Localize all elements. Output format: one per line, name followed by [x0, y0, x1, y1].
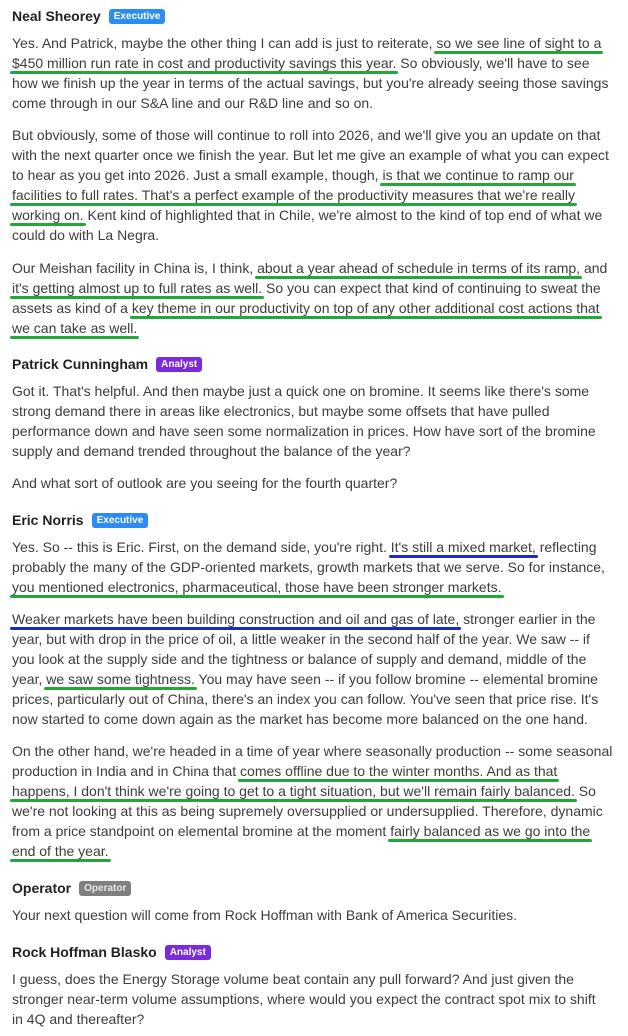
speaker-header [12, 8, 165, 24]
highlight-green: facilities to full rates. That's a perfect example of the productivity measures that we're really [12, 187, 576, 203]
highlight-green: comes offline due to the winter months. And as that [240, 763, 558, 779]
text-span: Our Meishan facility in China is, I think, [12, 260, 258, 276]
text-line: I guess, does the Energy Storage volume beat contain any pull forward? And just given the [12, 971, 574, 987]
text-line: come through in our S&A line and our R&D line and so on. [12, 95, 374, 111]
highlight-blue: It's still a mixed market, [390, 539, 536, 555]
text-span: assets as kind of a [12, 300, 132, 316]
text-span: stronger earlier in the [459, 611, 596, 627]
paragraph [12, 905, 618, 925]
text-span: Yes. And Patrick, maybe the other thing I can add is just to reiterate, [12, 35, 437, 51]
text-span: So [574, 783, 596, 799]
paragraph [12, 609, 618, 729]
role-badge: Analyst [156, 357, 202, 372]
text-line: now started to come down again as the market has become more balanced on the one hand. [12, 711, 588, 727]
text-line: how we finish up the year in terms of the actual savings, but you're already seeing those savings [12, 75, 609, 91]
highlight-green: about a year ahead of schedule in terms of its ramp, [257, 260, 581, 276]
speaker-header [12, 944, 211, 960]
text-span: production in India and in China that [12, 763, 241, 779]
paragraph [12, 969, 618, 1029]
text-line: strong demand there in areas like electronics, but maybe some offsets that have pulled [12, 403, 550, 419]
text-line: you look at the supply side and the tightness or balance of supply and demand, middle of the [12, 651, 587, 667]
paragraph [12, 125, 618, 245]
text-line: could do with La Negra. [12, 227, 160, 243]
highlight-green: $450 million run rate in cost and productivity savings this year. [12, 55, 397, 71]
text-line: stronger near-term volume assumptions, where would you expect the contract spot mix to shift [12, 991, 596, 1007]
highlight-green: happens, I don't think we're going to get to a tight situation, but we'll remain fairly balanced. [12, 783, 575, 799]
paragraph [12, 741, 618, 861]
highlight-green: so we see line of sight to a [436, 35, 602, 51]
text-line: supply and demand trended throughout the balance of the year? [12, 443, 411, 459]
highlight-green: fairly balanced as we go into the [390, 823, 591, 839]
text-span: year, [12, 671, 47, 687]
role-badge: Executive [109, 9, 166, 24]
speaker-name: Neal Sheorey [12, 8, 101, 24]
highlight-green: you mentioned electronics, pharmaceutical, those have been stronger markets. [12, 579, 502, 595]
highlight-green: we saw some tightness. [46, 671, 195, 687]
highlight-green: key theme in our productivity on top of any other additional cost actions that [131, 300, 600, 316]
text-span: from a price standpoint on elemental bromine at the moment [12, 823, 391, 839]
text-span: to hear as you get into 2026. Just a small example, though, [12, 167, 383, 183]
speaker-header [12, 356, 202, 372]
role-badge: Analyst [165, 945, 211, 960]
paragraph [12, 537, 618, 597]
text-line: probably the many of the GDP-oriented markets, growth markets that we serve. So for instance, [12, 559, 605, 575]
paragraph [12, 258, 618, 338]
highlight-green: it's getting almost up to full rates as well. [12, 280, 263, 296]
text-line: year, but with drop in the price of oil, a little weaker in the second half of the year. We saw -- if [12, 631, 590, 647]
paragraph [12, 33, 618, 113]
speaker-header [12, 512, 148, 528]
text-line: with the next quarter once we finish the year. But let me give an example of what you can expect [12, 147, 609, 163]
text-span: and [580, 260, 608, 276]
text-span: reflecting [535, 539, 597, 555]
text-line: performance down and have seen some normalization in prices. How have sort of the bromine [12, 423, 596, 439]
speaker-header [12, 880, 131, 896]
text-line: On the other hand, we're headed in a time of year where seasonally production -- some seasonal [12, 743, 613, 759]
highlight-green: end of the year. [12, 843, 109, 859]
text-line: in 4Q and thereafter? [12, 1011, 145, 1027]
text-span: So you can expect that kind of continuing to sweat the [262, 280, 601, 296]
text-line: Got it. That's helpful. And then maybe just a quick one on bromine. It seems like there's some [12, 383, 590, 399]
role-badge: Executive [92, 513, 149, 528]
highlight-green: is that we continue to ramp our [382, 167, 574, 183]
text-span: Kent kind of highlighted that in Chile, we're almost to the kind of top end of what we [83, 207, 603, 223]
highlight-blue: Weaker markets have been building construction and oil and gas of late, [12, 611, 460, 627]
paragraph [12, 381, 618, 461]
text-span: You may have seen -- if you follow bromine -- elemental bromine [194, 671, 598, 687]
text-line: And what sort of outlook are you seeing for the fourth quarter? [12, 475, 398, 491]
text-line: prices, particularly out of China, there's an index you can follow. You've seen that price rise. It's [12, 691, 599, 707]
role-badge: Operator [79, 881, 131, 896]
speaker-name: Patrick Cunningham [12, 356, 149, 372]
text-line: But obviously, some of those will continue to roll into 2026, and we'll give you an update on that [12, 127, 601, 143]
speaker-name: Rock Hoffman Blasko [12, 944, 157, 960]
highlight-green: we can take as well. [12, 320, 138, 336]
text-line: we're not looking at this as being supremely oversupplied or undersupplied. Therefore, dynamic [12, 803, 603, 819]
speaker-name: Operator [12, 880, 72, 896]
text-span: So obviously, we'll have to see [396, 55, 590, 71]
text-span: Yes. So -- this is Eric. First, on the demand side, you're right. [12, 539, 391, 555]
text-line: Your next question will come from Rock Hoffman with Bank of America Securities. [12, 907, 517, 923]
highlight-green: working on. [12, 207, 84, 223]
paragraph [12, 473, 618, 493]
speaker-name: Eric Norris [12, 512, 84, 528]
